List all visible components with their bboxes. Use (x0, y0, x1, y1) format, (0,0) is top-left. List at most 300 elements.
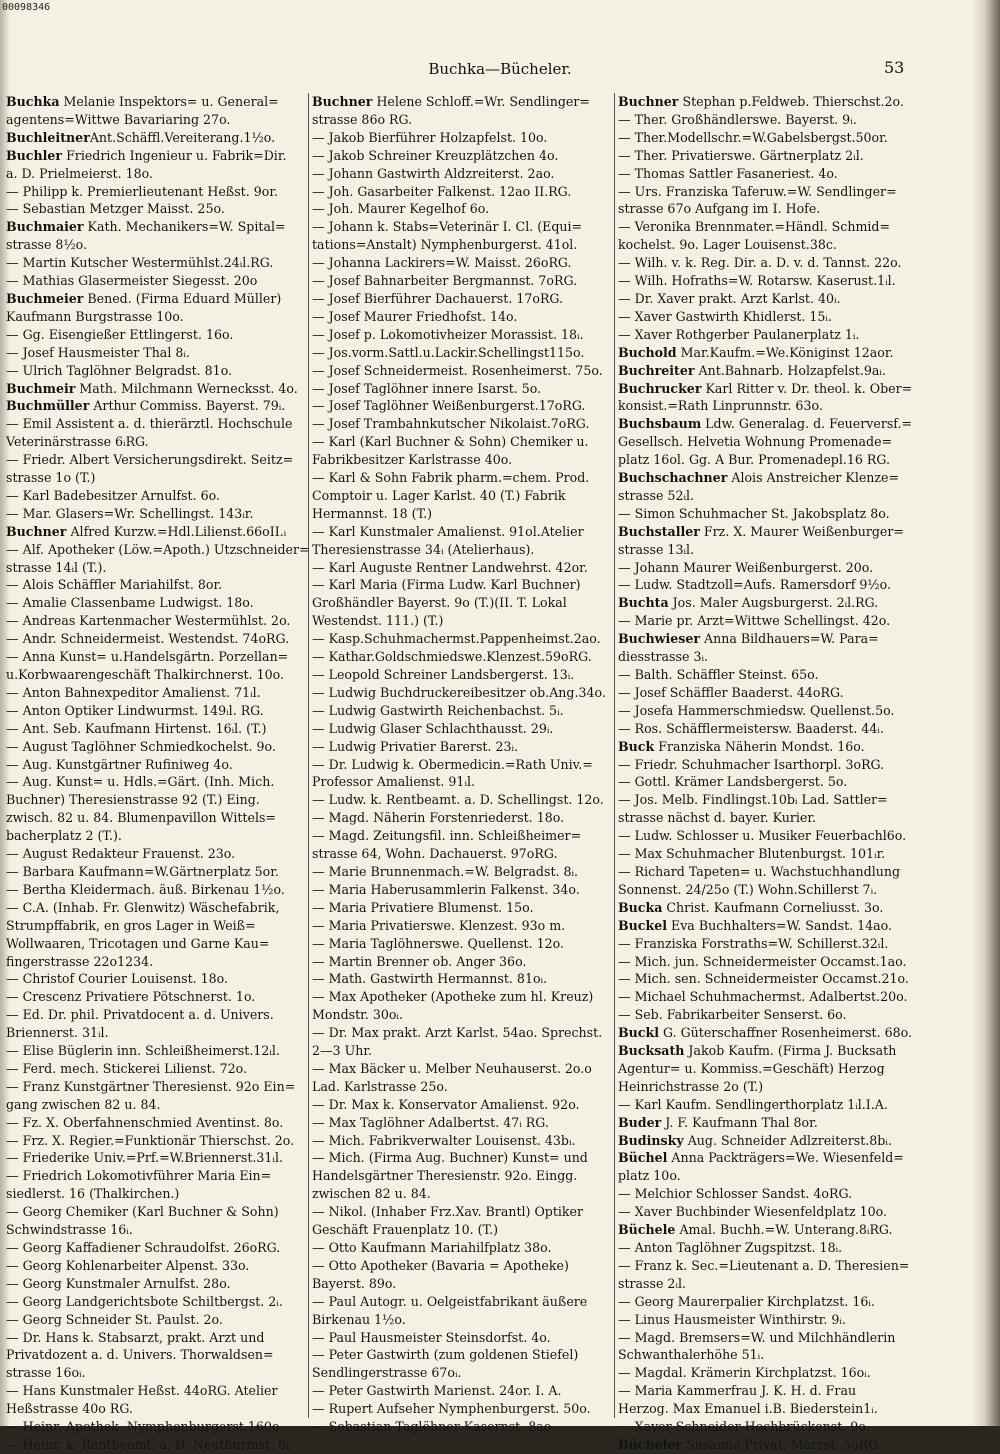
directory-entry-line (618, 809, 918, 827)
directory-entry-line (6, 397, 302, 415)
entry-text: — Amalie Classenbame Ludwigst. 18o. (6, 595, 254, 611)
entry-text: — Franz k. Sec.=Lieutenant a. D. Theresien= (618, 1257, 910, 1273)
entry-text: Veterinärstrasse 6ᵢRG. (6, 434, 149, 450)
entry-text: platz 10o. (618, 1168, 681, 1184)
entry-text: — Andr. Schneidermeist. Westendst. 74oRG. (6, 631, 290, 647)
entry-text: — Simon Schuhmacher St. Jakobsplatz 8o. (618, 505, 890, 521)
directory-entry-line (312, 881, 610, 899)
directory-entry-line (618, 487, 918, 505)
directory-entry-line (312, 1078, 610, 1096)
entry-text: kochelst. 9o. Lager Louisenst.38c. (618, 237, 837, 253)
entry-text: — Peter Gastwirth (zum goldenen Stiefel) (312, 1347, 579, 1363)
entry-text: strasse 86o RG. (312, 111, 413, 127)
entry-text: Heßstrasse 40o RG. (6, 1401, 133, 1417)
directory-entry-line (618, 1400, 918, 1418)
directory-entry-line (6, 1096, 302, 1114)
directory-entry-line (6, 756, 302, 774)
directory-entry-line (6, 1275, 302, 1293)
directory-entry-line (6, 290, 302, 308)
directory-entry-line (312, 791, 610, 809)
directory-entry-line (6, 1382, 302, 1400)
entry-text: — Johann Gastwirth Aldzreiterst. 2ao. (312, 165, 555, 181)
directory-entry-line (312, 594, 610, 612)
entry-text: — Magdal. Krämerin Kirchplatzst. 16oᵢ. (618, 1365, 871, 1381)
directory-entry-line (6, 809, 302, 827)
directory-entry-line (312, 773, 610, 791)
directory-entry-line (6, 791, 302, 809)
entry-text: Arthur Commiss. Bayerst. 79ᵢ. (89, 398, 286, 414)
surname-heading: Buchler (6, 147, 63, 163)
surname-heading: Buchner (618, 94, 679, 109)
entry-text: — Magd. Bremsers=W. und Milchhändlerin (618, 1329, 896, 1345)
entry-text: — Seb. Fabrikarbeiter Senserst. 6o. (618, 1007, 847, 1023)
directory-entry-line (312, 576, 610, 594)
entry-text: — Dr. Max prakt. Arzt Karlst. 54ao. Sprechst. (312, 1025, 603, 1041)
entry-text: Stephan p.Feldweb. Thierschst.2o. (678, 94, 904, 109)
directory-entry-line (6, 1418, 302, 1436)
entry-text: Aug. Schneider Adlzreiterst.8bᵢ. (683, 1132, 892, 1148)
surname-heading: Buchwieser (618, 631, 701, 647)
entry-text: — Aug. Kunstgärtner Rufiniweg 4o. (6, 756, 233, 772)
entry-text: zwischen 82 u. 84. (312, 1186, 431, 1202)
directory-entry-line (618, 290, 918, 308)
entry-text: Briennerst. 31ᵢl. (6, 1025, 109, 1041)
entry-text: — August Redakteur Frauenst. 23o. (6, 846, 236, 862)
entry-text: — Mich. sen. Schneidermeister Occamst.21o. (618, 971, 909, 987)
entry-text: konsist.=Rath Linprunnstr. 63o. (618, 398, 823, 414)
entry-text: — Mich. Fabrikverwalter Louisenst. 43bᵢ. (312, 1132, 576, 1148)
directory-entry-line (6, 738, 302, 756)
directory-entry-line (6, 684, 302, 702)
directory-entry-line (6, 433, 302, 451)
surname-heading: Buck (618, 738, 655, 754)
entry-text: — Ludw. k. Rentbeamt. a. D. Schellingst. 12o. (312, 792, 604, 808)
directory-entry-line (312, 1311, 610, 1329)
directory-entry-line (6, 1400, 302, 1418)
directory-entry-line (618, 362, 918, 380)
entry-text: Sonnenst. 24/25o (T.) Wohn.Schillerst 7ᵢ. (618, 881, 878, 897)
entry-text: — Jakob Schreiner Kreuzplätzchen 4o. (312, 147, 559, 163)
directory-entry-line (6, 147, 302, 165)
directory-entry-line (6, 988, 302, 1006)
entry-text: — Josef Schäffler Baaderst. 44oRG. (618, 684, 844, 700)
entry-text: — Martin Brenner ob. Anger 36o. (312, 953, 527, 969)
entry-text: Melanie Inspektors= u. General= (59, 94, 279, 109)
directory-entry-line (6, 1239, 302, 1257)
directory-entry-line (312, 1329, 610, 1347)
entry-text: — C.A. (Inhab. Fr. Glenwitz) Wäschefabrik, (6, 899, 280, 915)
directory-entry-line (618, 1329, 918, 1347)
entry-text: Heinrichstrasse 2o (T.) (618, 1078, 764, 1094)
directory-entry-line (6, 576, 302, 594)
entry-text: Amal. Buchh.=W. Unterang.8ᵢRG. (675, 1222, 893, 1238)
directory-entry-line (312, 1006, 610, 1024)
entry-text: strasse 14ᵢl (T.). (6, 559, 107, 575)
entry-text: — Peter Gastwirth Marienst. 24or. I. A. (312, 1383, 562, 1399)
entry-text: — Paul Autogr. u. Oelgeistfabrikant äußere (312, 1293, 588, 1309)
directory-entry-line (312, 630, 610, 648)
entry-text: — Xaver Rothgerber Paulanerplatz 1ᵢ. (618, 326, 860, 342)
entry-text: Christ. Kaufmann Corneliusst. 3o. (662, 899, 884, 915)
directory-entry-line (618, 1114, 918, 1132)
entry-text: — Math. Gastwirth Hermannst. 81oᵢ. (312, 971, 548, 987)
directory-entry-line (6, 272, 302, 290)
entry-text: — Rupert Aufseher Nymphenburgerst. 50o. (312, 1401, 591, 1417)
directory-entry-line (312, 236, 610, 254)
directory-entry-line (618, 254, 918, 272)
entry-text: — Linus Hausmeister Winthirstr. 9ᵢ. (618, 1311, 846, 1327)
directory-entry-line (6, 720, 302, 738)
entry-text: Agentur= u. Kommiss.=Geschäft) Herzog (618, 1060, 885, 1076)
directory-entry-line (6, 1024, 302, 1042)
entry-text: Gesellsch. Helvetia Wohnung Promenade= (618, 434, 893, 450)
entry-text: a. D. Prielmeierst. 18o. (6, 165, 153, 181)
entry-text: — Dr. Xaver prakt. Arzt Karlst. 40ᵢ. (618, 290, 841, 306)
entry-text: Herzog. Max Emanuel i.B. Biederstein1ᵢ. (618, 1401, 878, 1417)
directory-entry-line (6, 1185, 302, 1203)
directory-entry-line (618, 1006, 918, 1024)
entry-text: — Richard Tapeten= u. Wachstuchhandlung (618, 863, 901, 879)
entry-text: G. Güterschaffner Rosenheimerst. 68o. (658, 1025, 912, 1041)
entry-text: — Max Apotheker (Apotheke zum hl. Kreuz) (312, 989, 594, 1005)
entry-text: — Marie pr. Arzt=Wittwe Schellingst. 42o. (618, 613, 891, 629)
entry-text: — Josef p. Lokomotivheizer Morassist. 18ᵢ. (312, 326, 584, 342)
directory-entry-line (6, 1078, 302, 1096)
directory-entry-line (312, 863, 610, 881)
surname-heading: Buchmeier (6, 290, 84, 306)
entry-text: — Xaver Schneider Hochbrückenst. 9o. (618, 1419, 870, 1435)
directory-column-1 (6, 93, 310, 1452)
entry-text: — Josef Hausmeister Thal 8ᵢ. (6, 344, 190, 360)
directory-entry-line (312, 1346, 610, 1364)
directory-entry-line (6, 254, 302, 272)
directory-entry-line (312, 935, 610, 953)
entry-text: bacherplatz 2 (T.). (6, 828, 122, 844)
entry-text: Strumpffabrik, en gros Lager in Weiß= (6, 917, 256, 933)
entry-text: — Xaver Gastwirth Khidlerst. 15ᵢ. (618, 308, 832, 324)
directory-entry-line (312, 953, 610, 971)
entry-text: — Ludwig Gastwirth Reichenbachst. 5ᵢ. (312, 702, 564, 718)
directory-entry-line (312, 559, 610, 577)
directory-entry-line (6, 863, 302, 881)
directory-entry-line (6, 666, 302, 684)
directory-entry-line (618, 1275, 918, 1293)
directory-entry-line (618, 612, 918, 630)
directory-entry-line (6, 415, 302, 433)
surname-heading: Buchmeir (6, 380, 76, 396)
directory-entry-line (618, 1364, 918, 1382)
directory-entry-line (6, 953, 302, 971)
entry-text: Alfred Kurzw.=Hdl.Lilienst.66oII.ᵢ (66, 523, 287, 539)
directory-entry-line (618, 111, 918, 129)
directory-entry-line (6, 487, 302, 505)
directory-entry-line (618, 666, 918, 684)
entry-text: — Franziska Forstraths=W. Schillerst.32ᵢl. (618, 935, 889, 951)
directory-entry-line (618, 1060, 918, 1078)
entry-text: Susanna Privat. Marsst. 5oRG. (682, 1436, 882, 1452)
entry-text: — Heinr. Apothek. Nymphenburgerst.160o. (6, 1419, 284, 1435)
entry-text: Handelsgärtner Theresienstr. 92o. Eingg. (312, 1168, 578, 1184)
directory-entry-line (312, 344, 610, 362)
entry-text: strasse 52ᵢl. (618, 487, 695, 503)
entry-text: — Max Schuhmacher Blutenburgst. 101ᵢr. (618, 846, 886, 862)
entry-text: — Magd. Zeitungsfil. inn. Schleißheimer= (312, 828, 582, 844)
directory-entry-line (312, 326, 610, 344)
surname-heading: Buchner (6, 523, 67, 539)
directory-entry-line (618, 93, 918, 111)
entry-text: — Anton Bahnexpeditor Amalienst. 71ᵢl. (6, 684, 261, 700)
directory-entry-line (618, 344, 918, 362)
directory-entry-line (312, 183, 610, 201)
entry-text: Helene Schloff.=Wr. Sendlinger= (372, 94, 590, 109)
directory-entry-line (618, 988, 918, 1006)
entry-text: Mondstr. 30oᵢ. (312, 1007, 403, 1023)
entry-text: Schwindstrasse 16ᵢ. (6, 1222, 133, 1238)
entry-text: Westendst. 111.) (T.) (312, 613, 444, 629)
entry-text: — Balth. Schäffler Steinst. 65o. (618, 667, 819, 682)
entry-text: — Karl Kaufm. Sendlingerthorplatz 1ᵢl.I.A. (618, 1096, 888, 1112)
surname-heading: Buchmüller (6, 398, 90, 414)
entry-text: Anna Bildhauers=W. Para= (700, 631, 879, 647)
entry-text: gang zwischen 82 u. 84. (6, 1096, 161, 1112)
directory-entry-line (312, 648, 610, 666)
directory-entry-line (6, 1346, 302, 1364)
entry-text: — Ludw. Schlosser u. Musiker Feuerbachl6o. (618, 828, 907, 844)
entry-text: — Kathar.Goldschmiedswe.Klenzest.59oRG. (312, 649, 592, 665)
directory-entry-line (618, 1185, 918, 1203)
directory-entry-line (618, 218, 918, 236)
directory-column-2 (312, 93, 610, 1435)
entry-text: — Anna Kunst= u.Handelsgärtn. Porzellan= (6, 649, 289, 665)
surname-heading: Buchreiter (618, 362, 695, 378)
directory-entry-line (618, 308, 918, 326)
entry-text: Bened. (Firma Eduard Müller) (83, 290, 282, 306)
directory-entry-line (312, 541, 610, 559)
entry-text: — Ludwig Glaser Schlachthausst. 29ᵢ. (312, 720, 554, 736)
directory-entry-line (312, 1293, 610, 1311)
directory-entry-line (312, 1275, 610, 1293)
directory-entry-line (618, 1042, 918, 1060)
entry-text: Buchner) Theresienstrasse 92 (T.) Eing. (6, 792, 260, 808)
surname-heading: Büchele (618, 1222, 676, 1238)
directory-entry-line (312, 218, 610, 236)
directory-entry-line (312, 1185, 610, 1203)
entry-text: — Friedr. Schuhmacher Isarthorpl. 3oRG. (618, 756, 885, 772)
entry-text: — Georg Landgerichtsbote Schiltbergst. 2ᵢ. (6, 1293, 283, 1309)
directory-entry-line (6, 1221, 302, 1239)
entry-text: Comptoir u. Lager Karlst. 40 (T.) Fabrik (312, 487, 566, 503)
directory-entry-line (618, 1239, 918, 1257)
directory-entry-line (618, 1311, 918, 1329)
entry-text: — Friedr. Albert Versicherungsdirekt. Seitz= (6, 452, 294, 468)
directory-entry-line (6, 630, 302, 648)
directory-entry-line (618, 1221, 918, 1239)
entry-text: — Andreas Kartenmacher Westermühlst. 2o. (6, 613, 291, 629)
directory-entry-line (618, 756, 918, 774)
directory-entry-line (312, 1167, 610, 1185)
entry-text: — Jos.vorm.Sattl.u.Lackir.Schellingst115o. (312, 344, 585, 360)
directory-entry-line (618, 326, 918, 344)
directory-entry-line (618, 1257, 918, 1275)
directory-entry-line (618, 720, 918, 738)
directory-entry-line (618, 1346, 918, 1364)
entry-text: — Max Bäcker u. Melber Neuhauserst. 2o.o (312, 1060, 592, 1076)
directory-entry-line (6, 1042, 302, 1060)
entry-text: — Ulrich Taglöhner Belgradst. 81o. (6, 362, 233, 378)
entry-text: Mar.Kaufm.=We.Königinst 12aor. (676, 344, 894, 360)
entry-text: — Georg Kohlenarbeiter Alpenst. 33o. (6, 1257, 250, 1273)
entry-text: Kaufmann Burgstrasse 10o. (6, 308, 184, 324)
entry-text: — Veronika Brennmater.=Händl. Schmid= (618, 219, 891, 235)
directory-entry-line (618, 917, 918, 935)
directory-entry-line (312, 1364, 610, 1382)
directory-entry-line (618, 451, 918, 469)
directory-entry-line (312, 362, 610, 380)
directory-entry-line (312, 1114, 610, 1132)
entry-text: — Karl & Sohn Fabrik pharm.=chem. Prod. (312, 470, 590, 486)
directory-entry-line (6, 380, 302, 398)
entry-text: strasse 1o (T.) (6, 470, 96, 486)
directory-entry-line (312, 290, 610, 308)
entry-text: — Philipp k. Premierlieutenant Heßst. 9or. (6, 183, 278, 199)
entry-text: Privatdozent a. d. Univers. Thorwaldsen= (6, 1347, 274, 1363)
surname-heading: Buchsbaum (618, 416, 702, 432)
entry-text: Frz. X. Maurer Weißenburger= (699, 523, 904, 539)
entry-text: — Melchior Schlosser Sandst. 4oRG. (618, 1186, 853, 1202)
directory-entry-line (312, 970, 610, 988)
directory-entry-line (618, 881, 918, 899)
entry-text: strasse 13ᵢl. (618, 541, 695, 557)
directory-entry-line (618, 1132, 918, 1150)
directory-entry-line (618, 935, 918, 953)
entry-text: Jakob Kaufm. (Firma J. Bucksath (684, 1043, 897, 1059)
directory-entry-line (618, 1418, 918, 1436)
directory-entry-line (312, 702, 610, 720)
entry-text: — Maria Taglöhnerswe. Quellenst. 12o. (312, 935, 564, 951)
directory-entry-line (6, 129, 302, 147)
entry-text: — Ludwig Privatier Barerst. 23ᵢ. (312, 738, 519, 754)
entry-text: — Fz. X. Oberfahnenschmied Aventinst. 8o. (6, 1114, 284, 1130)
directory-entry-line (312, 397, 610, 415)
entry-text: — Magd. Näherin Forstenriederst. 18o. (312, 810, 565, 826)
directory-entry-line (6, 917, 302, 935)
directory-entry-line (618, 415, 918, 433)
surname-heading: Budinsky (618, 1132, 684, 1148)
directory-entry-line (618, 236, 918, 254)
directory-entry-line (312, 720, 610, 738)
entry-text: Großhändler Bayerst. 9o (T.)(II. T. Lokal (312, 595, 567, 611)
entry-text: — Karl Auguste Rentner Landwehrst. 42or. (312, 559, 588, 575)
directory-entry-line (618, 397, 918, 415)
directory-entry-line (618, 684, 918, 702)
entry-text: — Otto Kaufmann Mariahilfplatz 38o. (312, 1240, 552, 1255)
entry-text: strasse 64, Wohn. Dachauerst. 97oRG. (312, 846, 558, 862)
entry-text: Anna Packträgers=We. Wiesenfeld= (667, 1150, 904, 1166)
directory-entry-line (312, 1400, 610, 1418)
directory-entry-line (618, 200, 918, 218)
directory-entry-line (618, 899, 918, 917)
directory-entry-line (312, 612, 610, 630)
directory-entry-line (312, 1042, 610, 1060)
directory-entry-line (6, 773, 302, 791)
entry-text: — Ant. Seb. Kaufmann Hirtenst. 16ᵢl. (T.) (6, 720, 267, 736)
entry-text: — Josef Trambahnkutscher Nikolaist.7oRG. (312, 416, 590, 432)
entry-text: Hermannst. 18 (T.) (312, 505, 433, 521)
entry-text: Theresienstrasse 34ᵢ (Atelierhaus). (312, 541, 535, 557)
directory-entry-line (312, 1024, 610, 1042)
surname-heading: Buchleitner (6, 129, 90, 145)
entry-text: — Jos. Melb. Findlingst.10bᵢ Lad. Sattler= (618, 792, 888, 808)
column-rule-1 (308, 93, 309, 1418)
directory-entry-line (312, 93, 610, 111)
column-rule-2 (614, 93, 615, 1418)
directory-entry-line (6, 845, 302, 863)
directory-entry-line (312, 1221, 610, 1239)
directory-entry-line (312, 165, 610, 183)
entry-text: — Martin Kutscher Westermühlst.24ᵢl.RG. (6, 255, 274, 271)
entry-text: Karl Ritter v. Dr. theol. k. Ober= (701, 380, 913, 396)
entry-text: Schwanthalerhöhe 51ᵢ. (618, 1347, 765, 1363)
entry-text: J. F. Kaufmann Thal 8or. (661, 1114, 818, 1130)
directory-entry-line (618, 648, 918, 666)
directory-entry-line (312, 415, 610, 433)
directory-entry-line (618, 1203, 918, 1221)
directory-entry-line (312, 1132, 610, 1150)
directory-entry-line (618, 1078, 918, 1096)
entry-text: strasse 67o Aufgang im I. Hofe. (618, 201, 821, 217)
entry-text: — Sebastian Taglöhner Kasernst. 8ao. (312, 1419, 556, 1435)
directory-entry-line (6, 1329, 302, 1347)
entry-text: — Nikol. (Inhaber Frz.Xav. Brantl) Optiker (312, 1204, 584, 1220)
entry-text: — Georg Schneider St. Paulst. 2o. (6, 1311, 223, 1327)
entry-text: — Maria Privatierswe. Klenzest. 93o m. (312, 917, 566, 933)
entry-text: Jos. Maler Augsburgerst. 2ᵢl.RG. (668, 595, 879, 611)
entry-text: — Mar. Glasers=Wr. Schellingst. 143ᵢr. (6, 505, 254, 521)
directory-entry-line (618, 433, 918, 451)
entry-text: — Anton Taglöhner Zugspitzst. 18ᵢ. (618, 1240, 843, 1255)
entry-text: — Xaver Buchbinder Wiesenfeldplatz 10o. (618, 1204, 888, 1220)
surname-heading: Buchmaier (6, 219, 84, 235)
entry-text: — Maria Haberusammlerin Falkenst. 34o. (312, 881, 580, 897)
entry-text: — Friederike Univ.=Prf.=W.Briennerst.31ᵢl. (6, 1150, 283, 1166)
entry-text: — Joh. Gasarbeiter Falkenst. 12ao II.RG. (312, 183, 572, 199)
directory-entry-line (618, 1149, 918, 1167)
directory-entry-line (618, 165, 918, 183)
entry-text: Sendlingerstrasse 67oᵢ. (312, 1365, 462, 1381)
directory-entry-line (312, 738, 610, 756)
directory-entry-line (618, 1167, 918, 1185)
directory-entry-line (312, 845, 610, 863)
directory-entry-line (618, 863, 918, 881)
directory-entry-line (312, 1149, 610, 1167)
surname-heading: Buchstaller (618, 523, 700, 539)
entry-text: — Johann Maurer Weißenburgerst. 20o. (618, 559, 874, 575)
entry-text: — Georg Kunstmaler Arnulfst. 28o. (6, 1275, 231, 1291)
directory-entry-line (618, 791, 918, 809)
directory-entry-line (6, 1060, 302, 1078)
directory-entry-line (6, 648, 302, 666)
entry-text: — Josef Bierführer Dachauerst. 17oRG. (312, 290, 564, 306)
directory-entry-line (6, 451, 302, 469)
surname-heading: Buchta (618, 595, 669, 611)
entry-text: zwisch. 82 u. 84. Blumenpavillon Wittels= (6, 810, 276, 826)
directory-entry-line (6, 200, 302, 218)
entry-text: 2—3 Uhr. (312, 1043, 372, 1059)
directory-entry-line (6, 326, 302, 344)
entry-text: strasse 8½o. (6, 237, 88, 253)
directory-entry-line (6, 1311, 302, 1329)
directory-entry-line (312, 433, 610, 451)
